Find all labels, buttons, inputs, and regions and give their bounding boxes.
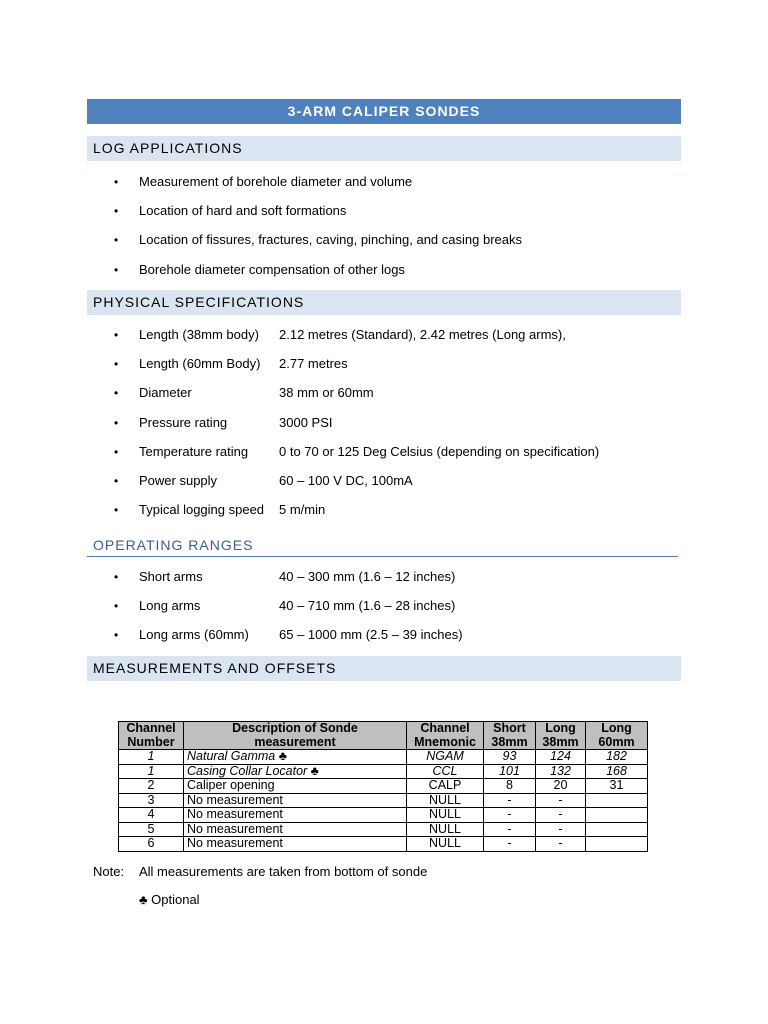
cell-description: No measurement <box>184 808 407 823</box>
range-label: Short arms <box>139 569 203 584</box>
bullet-icon: • <box>114 570 119 584</box>
cell-description: No measurement <box>184 837 407 852</box>
spec-label: Temperature rating <box>139 443 249 459</box>
cell-long-38mm: - <box>536 793 586 808</box>
bullet-icon: • <box>114 233 119 248</box>
cell-channel-number: 2 <box>119 779 184 794</box>
cell-long-38mm: - <box>536 822 586 837</box>
cell-channel-number: 6 <box>119 837 184 852</box>
table-row <box>119 750 648 765</box>
cell-description: No measurement <box>184 822 407 837</box>
cell-short-38mm: 8 <box>484 779 536 794</box>
spec-label: Length (60mm Body) <box>139 356 261 372</box>
header-short-38mm: Short 38mm <box>484 722 536 750</box>
header-description: Description of Sonde measurement <box>184 722 407 750</box>
cell-long-60mm <box>586 808 648 823</box>
cell-long-60mm <box>586 837 648 852</box>
cell-mnemonic: NULL <box>407 808 484 823</box>
range-value: 40 – 710 mm (1.6 – 28 inches) <box>279 598 456 614</box>
cell-long-60mm: 168 <box>586 764 648 779</box>
operating-ranges-heading: OPERATING RANGES <box>87 537 678 557</box>
cell-short-38mm: - <box>484 822 536 837</box>
cell-channel-number: 4 <box>119 808 184 823</box>
header-long-60mm: Long 60mm <box>586 722 648 750</box>
table-header-row <box>119 722 648 750</box>
bullet-icon: • <box>114 599 119 614</box>
spec-value: 2.12 metres (Standard), 2.42 metres (Long arms), <box>279 327 566 342</box>
cell-long-60mm: 31 <box>586 779 648 794</box>
cell-description: Natural Gamma ♣ <box>184 750 407 765</box>
table-row <box>119 764 648 779</box>
cell-mnemonic: CALP <box>407 779 484 794</box>
cell-long-38mm: 20 <box>536 779 586 794</box>
document-title: 3-ARM CALIPER SONDES <box>87 99 681 124</box>
cell-description: Caliper opening <box>184 779 407 794</box>
header-long-38mm: Long 38mm <box>536 722 586 750</box>
cell-long-38mm: - <box>536 808 586 823</box>
physical-specifications-heading: PHYSICAL SPECIFICATIONS <box>87 290 681 315</box>
bullet-icon: • <box>114 357 119 372</box>
cell-channel-number: 1 <box>119 750 184 765</box>
spec-label: Pressure rating <box>139 414 228 430</box>
cell-long-60mm <box>586 822 648 837</box>
spec-value: 38 mm or 60mm <box>279 385 374 401</box>
note-label: Note: <box>93 864 125 879</box>
list-item-text: Location of hard and soft formations <box>139 203 347 219</box>
bullet-icon: • <box>114 328 119 342</box>
cell-long-60mm: 182 <box>586 750 648 765</box>
bullet-icon: • <box>114 503 119 518</box>
bullet-icon: • <box>114 175 119 189</box>
cell-short-38mm: 93 <box>484 750 536 765</box>
spec-value: 0 to 70 or 125 Deg Celsius (depending on specification) <box>279 443 600 459</box>
spec-value: 2.77 metres <box>279 356 348 372</box>
cell-channel-number: 3 <box>119 793 184 808</box>
cell-long-38mm: - <box>536 837 586 852</box>
bullet-icon: • <box>114 386 119 401</box>
table-row <box>119 822 648 837</box>
header-channel-number: Channel Number <box>119 722 184 750</box>
cell-description: No measurement <box>184 793 407 808</box>
cell-channel-number: 5 <box>119 822 184 837</box>
note-text: All measurements are taken from bottom of sonde <box>139 864 428 879</box>
bullet-icon: • <box>114 444 119 459</box>
log-applications-heading: LOG APPLICATIONS <box>87 136 681 161</box>
table-row <box>119 793 648 808</box>
bullet-icon: • <box>114 628 119 643</box>
range-value: 40 – 300 mm (1.6 – 12 inches) <box>279 569 456 584</box>
cell-mnemonic: NGAM <box>407 750 484 765</box>
table-row <box>119 779 648 794</box>
cell-description: Casing Collar Locator ♣ <box>184 764 407 779</box>
table-row <box>119 808 648 823</box>
bullet-icon: • <box>114 415 119 430</box>
cell-mnemonic: NULL <box>407 793 484 808</box>
cell-channel-number: 1 <box>119 764 184 779</box>
cell-mnemonic: NULL <box>407 837 484 852</box>
spec-label: Length (38mm body) <box>139 327 259 342</box>
optional-legend: ♣ Optional <box>139 892 200 907</box>
cell-short-38mm: 101 <box>484 764 536 779</box>
cell-long-38mm: 124 <box>536 750 586 765</box>
list-item-text: Borehole diameter compensation of other logs <box>139 261 405 277</box>
spec-label: Power supply <box>139 472 218 488</box>
cell-short-38mm: - <box>484 793 536 808</box>
list-item-text: Location of fissures, fractures, caving, pinching, and casing breaks <box>139 232 522 248</box>
bullet-icon: • <box>114 473 119 488</box>
range-value: 65 – 1000 mm (2.5 – 39 inches) <box>279 627 463 643</box>
header-mnemonic: Channel Mnemonic <box>407 722 484 750</box>
cell-mnemonic: CCL <box>407 764 484 779</box>
range-label: Long arms <box>139 598 201 614</box>
spec-label: Typical logging speed <box>139 502 265 518</box>
spec-value: 3000 PSI <box>279 414 333 430</box>
bullet-icon: • <box>114 262 119 277</box>
spec-value: 5 m/min <box>279 502 326 518</box>
measurements-heading: MEASUREMENTS AND OFFSETS <box>87 656 681 681</box>
list-item-text: Measurement of borehole diameter and volume <box>139 174 413 189</box>
measurements-table <box>118 721 648 852</box>
cell-short-38mm: - <box>484 808 536 823</box>
table-row <box>119 837 648 852</box>
spec-value: 60 – 100 V DC, 100mA <box>279 472 413 488</box>
cell-mnemonic: NULL <box>407 822 484 837</box>
cell-long-60mm <box>586 793 648 808</box>
spec-label: Diameter <box>139 385 192 401</box>
cell-long-38mm: 132 <box>536 764 586 779</box>
cell-short-38mm: - <box>484 837 536 852</box>
bullet-icon: • <box>114 204 119 219</box>
range-label: Long arms (60mm) <box>139 627 249 643</box>
